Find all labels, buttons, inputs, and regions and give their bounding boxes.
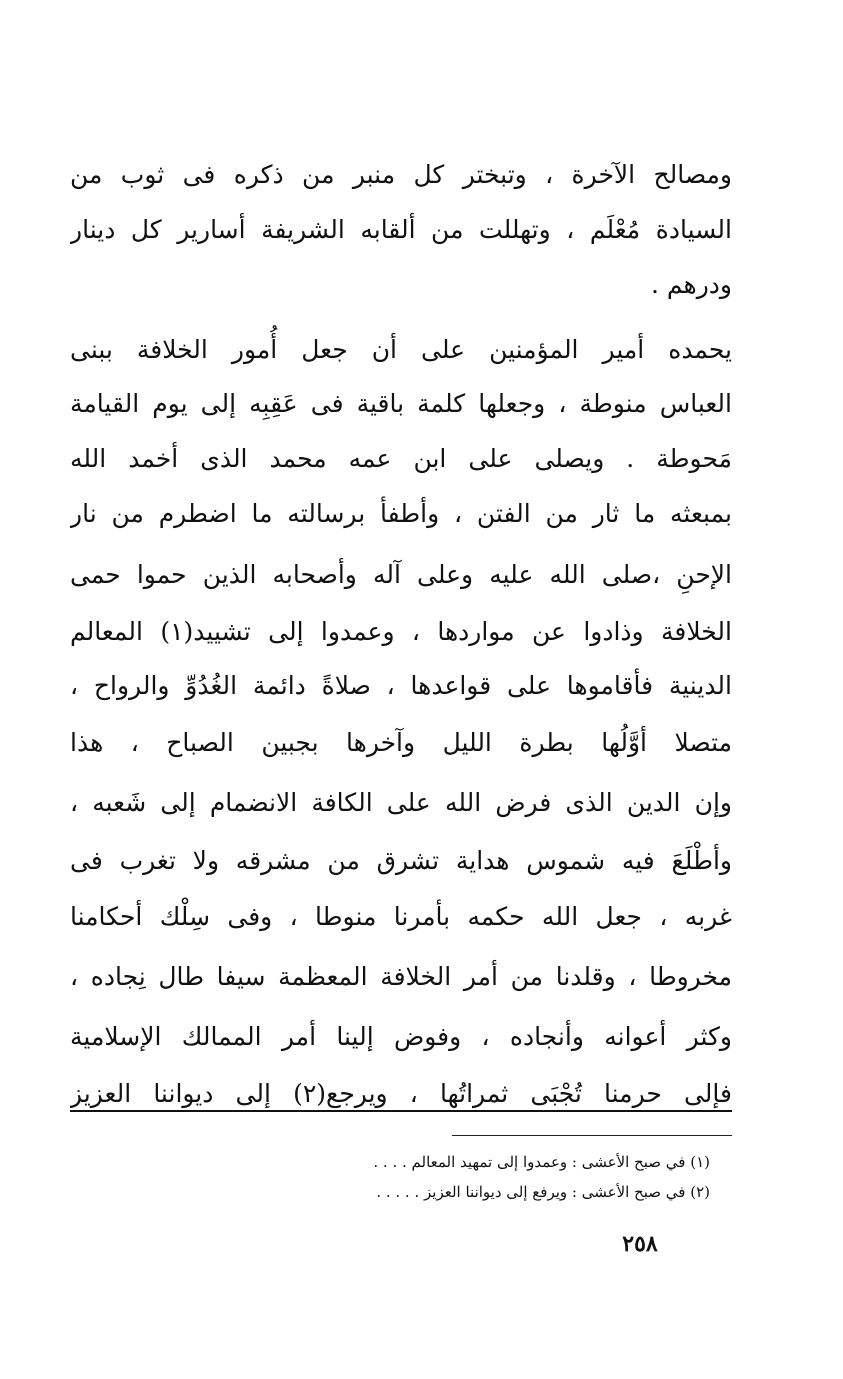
body-line-3: ودرهم .: [651, 270, 732, 299]
footnote-separator: [452, 1135, 732, 1136]
footnote-2: (٢) في صبح الأعشى : ويرفع إلى ديواننا العزيز . . . . .: [376, 1183, 710, 1201]
body-line-17: فإلى حرمنا تُجْبَى ثمراتُها ، ويرجع(٢) إلى ديواننا العزيز: [70, 1067, 732, 1121]
body-line-16: وكثر أعوانه وأنجاده ، وفوض إلينا أمر الممالك الإسلامية: [70, 1022, 732, 1051]
body-line-15: مخروطا ، وقلدنا من أمر الخلافة المعظمة سيفا طال نِجاده ،: [70, 962, 732, 991]
body-line-2: السيادة مُعْلَم ، وتهللت من ألقابه الشريفة أسارير كل دينار: [70, 215, 732, 244]
page-number: ٢٥٨: [622, 1231, 658, 1257]
body-line-5: العباس منوطة ، وجعلها كلمة باقية فى عَقِبِه إلى يوم القيامة: [70, 389, 732, 418]
body-line-11: متصلا أوَّلُها بطرة الليل وآخرها بجبين الصباح ، هذا: [70, 728, 732, 757]
body-line-8: الإحنِ ،صلى الله عليه وعلى آله وأصحابه الذين حموا حمى: [70, 560, 732, 589]
body-line-9: الخلافة وذادوا عن مواردها ، وعمدوا إلى تشييد(١) المعالم: [70, 617, 732, 646]
body-line-7: بمبعثه ما ثار من الفتن ، وأطفأ برسالته ما اضطرم من نار: [70, 499, 732, 528]
body-line-13: وأطْلَعَ فيه شموس هداية تشرق من مشرقه ولا تغرب فى: [70, 846, 732, 875]
body-line-12: وإن الدين الذى فرض الله على الكافة الانضمام إلى شَعبه ،: [70, 788, 732, 817]
body-line-10: الدينية فأقاموها على قواعدها ، صلاةً دائمة الغُدُوِّ والرواح ،: [70, 671, 732, 700]
body-line-14: غربه ، جعل الله حكمه بأمرنا منوطا ، وفى سِلْك أحكامنا: [70, 902, 732, 931]
body-line-6: مَحوطة . ويصلى على ابن عمه محمد الذى أخمد الله: [70, 444, 732, 473]
footnote-1: (١) في صبح الأعشى : وعمدوا إلى تمهيد المعالم . . . .: [373, 1153, 710, 1171]
body-line-4: يحمده أمير المؤمنين على أن جعل أُمور الخلافة ببنى: [70, 335, 732, 364]
body-line-1: ومصالح الآخرة ، وتبختر كل منبر من ذكره فى ثوب من: [70, 160, 732, 189]
